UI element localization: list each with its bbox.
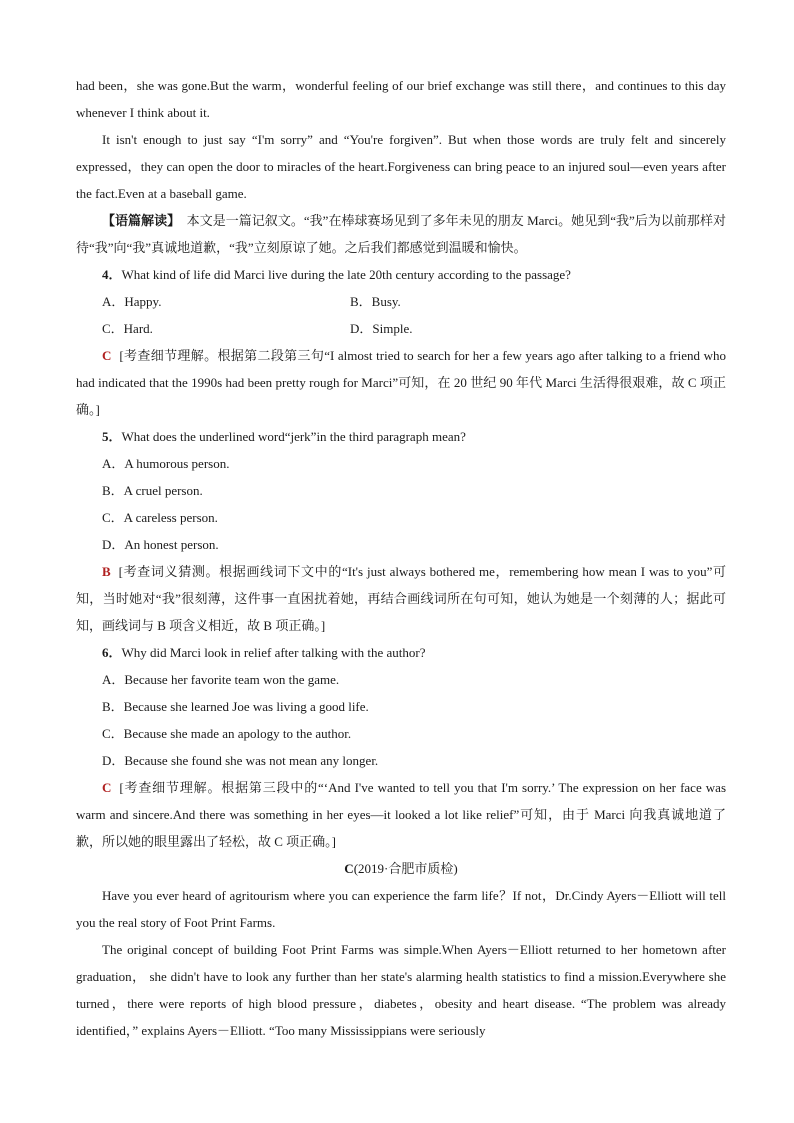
question-text: What kind of life did Marci live during the late 20th century according to the passage?	[121, 267, 571, 282]
explanation-text: [考查词义猜测。根据画线词下文中的“It's just always bothered me，remembering how mean I was to you”可知，当时她对“我”很刻薄，这件事一直困扰着她，再结合画线词所在句可知，她认为她是一个刻薄的人；据此可知，画线词与 B 项含义相近，故 B 项正确。]	[76, 564, 726, 633]
option-c: C．A careless person.	[102, 510, 218, 525]
option-c: C．Because she made an apology to the author.	[102, 726, 352, 741]
passage-paragraph: It isn't enough to just say “I'm sorry” and “You're forgiven”. But when those words are truly felt and sincerely expressed，they can open the door to miracles of the heart.Forgiveness can bring peace to an injured soul—even years after the fact.Even at a baseball game.	[76, 132, 726, 201]
answer-explanation	[76, 774, 726, 855]
question-number: 4．	[102, 267, 122, 282]
explanation-text: [考查细节理解。根据第二段第三句“I almost tried to search for her a few years ago after talking to a friend who had indicated that the 1990s had been pretty rough for Marci”可知，在 20 世纪 90 年代 Marci 生活得很艰难，故 C 项正确。]	[76, 348, 726, 417]
passage-analysis	[76, 207, 726, 261]
explanation-text: [考查细节理解。根据第三段中的“‘And I've wanted to tell you that I'm sorry.’ The expression on her face was warm and sincere.And there was something in her eyes—it looked a lot like relief”可知，由于 Marci 向我真诚地道了歉，所以她的眼里露出了轻松，故 C 项正确。]	[76, 780, 726, 849]
question-4	[76, 261, 726, 288]
passage-paragraph: Have you ever heard of agritourism where you can experience the farm life？If not，Dr.Cindy Ayers－Elliott will tell you the real story of Foot Print Farms.	[76, 888, 726, 930]
passage-paragraph: The original concept of building Foot Print Farms was simple.When Ayers－Elliott returned to her hometown after graduation， she didn't have to look any further than her state's alarming health statistics to find a mission.Everywhere she turned，there were reports of high blood pressure，diabetes，obesity and heart disease. “The problem was already identified，” explains Ayers－Elliott. “Too many Mississippians were seriously	[76, 942, 726, 1038]
answer-explanation	[76, 558, 726, 639]
answer-letter: B	[102, 564, 111, 579]
question-text: Why did Marci look in relief after talking with the author?	[121, 645, 426, 660]
answer-explanation	[76, 342, 726, 423]
option-d: D．An honest person.	[102, 537, 219, 552]
section-label: C	[344, 861, 354, 876]
option-b: B．Because she learned Joe was living a good life.	[102, 699, 369, 714]
options-row	[76, 315, 726, 342]
option-d: D．Simple.	[350, 321, 413, 336]
option-d: D．Because she found she was not mean any longer.	[102, 753, 379, 768]
option-a: A．A humorous person.	[102, 456, 230, 471]
question-6	[76, 639, 726, 666]
question-number: 5．	[102, 429, 122, 444]
passage-paragraph: had been，she was gone.But the warm，wonderful feeling of our brief exchange was still there，and continues to this day whenever I think about it.	[76, 78, 726, 120]
option-b: B．Busy.	[350, 294, 401, 309]
section-source: (2019·合肥市质检)	[353, 861, 458, 876]
options-row	[76, 288, 726, 315]
analysis-label: 【语篇解读】	[102, 213, 174, 228]
analysis-text: 本文是一篇记叙文。“我”在棒球赛场见到了多年未见的朋友 Marci。她见到“我”后为以前那样对待“我”向“我”真诚地道歉，“我”立刻原谅了她。之后我们都感觉到温暖和愉快。	[76, 213, 726, 255]
question-text: What does the underlined word“jerk”in the third paragraph mean?	[121, 429, 466, 444]
document-page	[76, 72, 726, 1044]
option-a: A．Because her favorite team won the game.	[102, 672, 340, 687]
question-number: 6．	[102, 645, 122, 660]
option-b: B．A cruel person.	[102, 483, 203, 498]
answer-letter: C	[102, 348, 112, 363]
answer-letter: C	[102, 780, 112, 795]
section-heading	[76, 855, 726, 882]
option-a: A．Happy.	[102, 294, 162, 309]
question-5	[76, 423, 726, 450]
option-c: C．Hard.	[102, 321, 153, 336]
